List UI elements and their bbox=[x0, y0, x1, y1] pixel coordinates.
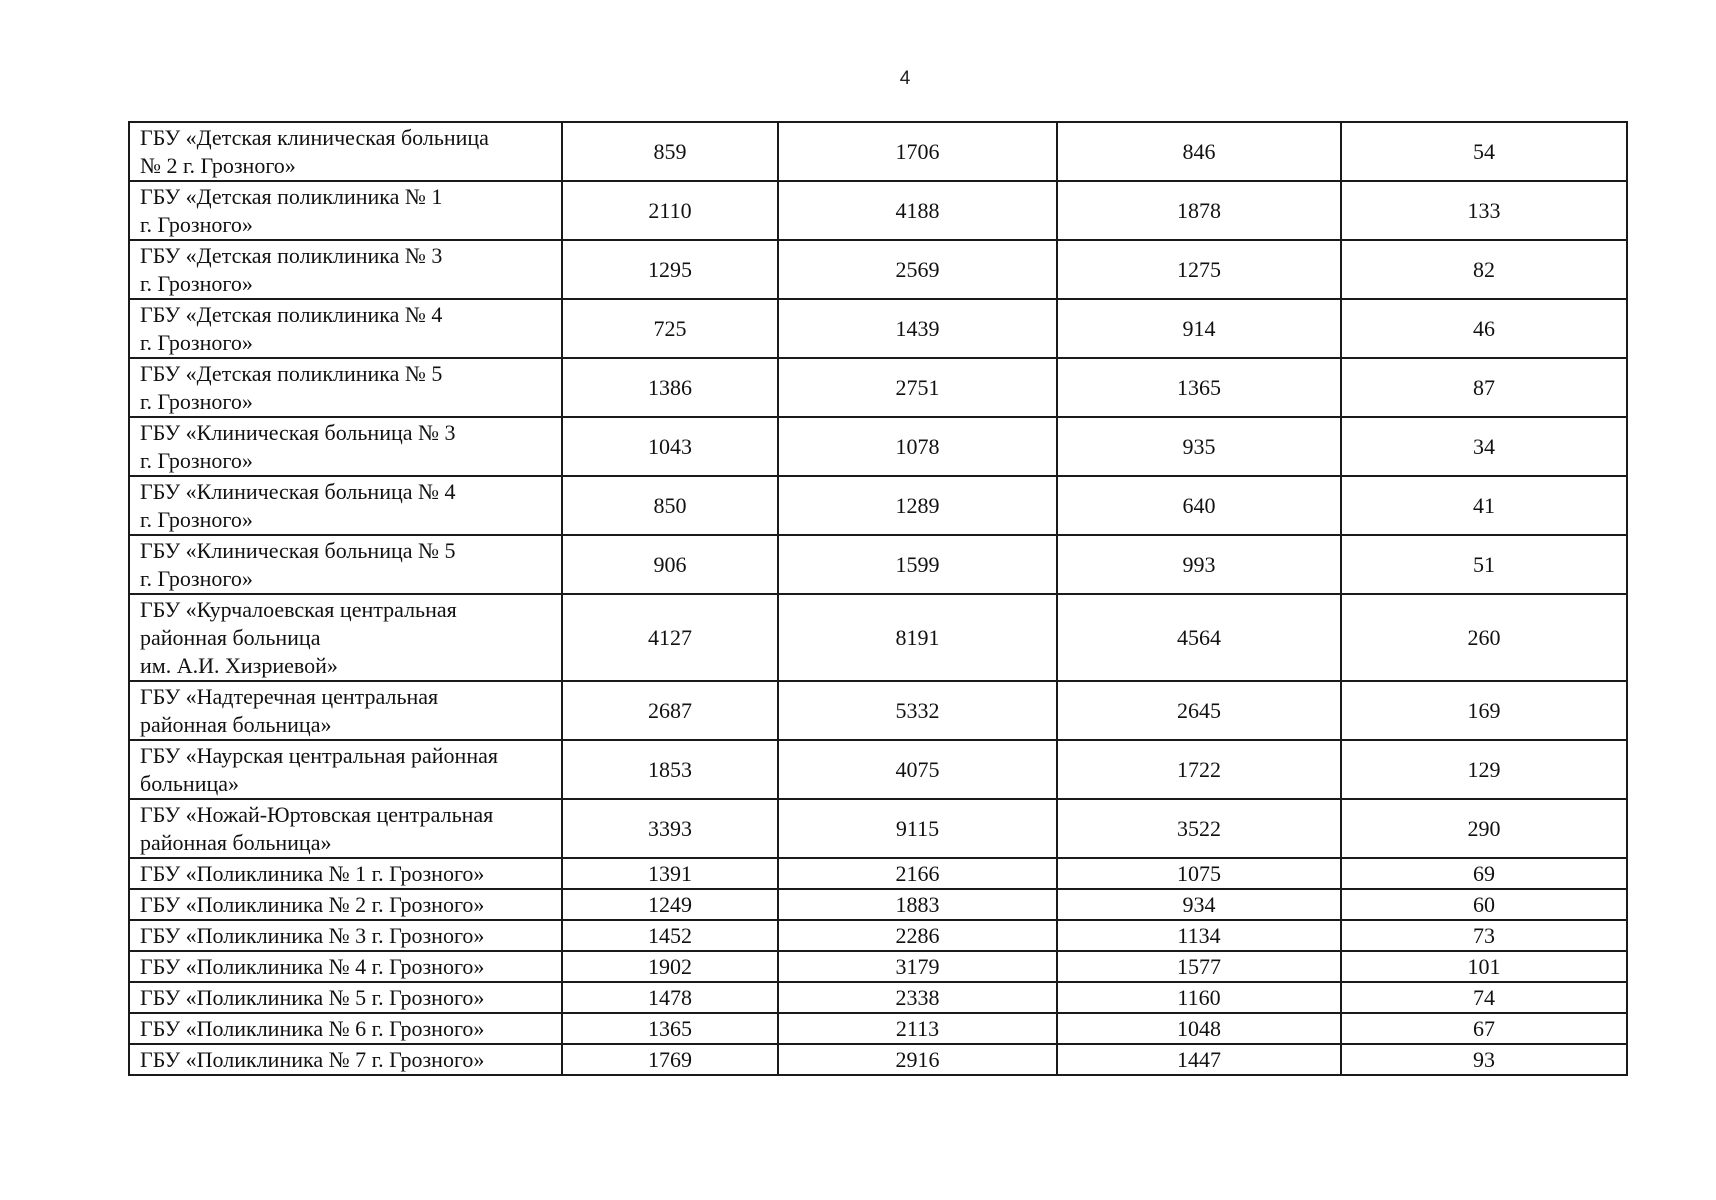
value-cell-col-3: 1048 bbox=[1057, 1013, 1341, 1044]
table-row bbox=[129, 299, 1627, 358]
value-cell-col-2: 1883 bbox=[778, 889, 1057, 920]
table-row bbox=[129, 982, 1627, 1013]
value-cell-col-2: 2166 bbox=[778, 858, 1057, 889]
institution-name-cell: ГБУ «Поликлиника № 7 г. Грозного» bbox=[129, 1044, 562, 1075]
value-cell-col-1: 1365 bbox=[562, 1013, 778, 1044]
value-cell-col-1: 725 bbox=[562, 299, 778, 358]
value-cell-col-4: 290 bbox=[1341, 799, 1627, 858]
value-cell-col-3: 935 bbox=[1057, 417, 1341, 476]
value-cell-col-4: 67 bbox=[1341, 1013, 1627, 1044]
value-cell-col-2: 9115 bbox=[778, 799, 1057, 858]
table-row bbox=[129, 122, 1627, 181]
value-cell-col-4: 69 bbox=[1341, 858, 1627, 889]
value-cell-col-3: 2645 bbox=[1057, 681, 1341, 740]
data-table-container bbox=[128, 121, 1628, 1076]
value-cell-col-3: 1275 bbox=[1057, 240, 1341, 299]
value-cell-col-2: 2569 bbox=[778, 240, 1057, 299]
table-body bbox=[129, 122, 1627, 1075]
value-cell-col-3: 3522 bbox=[1057, 799, 1341, 858]
institution-name-cell: ГБУ «Поликлиника № 4 г. Грозного» bbox=[129, 951, 562, 982]
value-cell-col-1: 1249 bbox=[562, 889, 778, 920]
value-cell-col-2: 4188 bbox=[778, 181, 1057, 240]
value-cell-col-4: 73 bbox=[1341, 920, 1627, 951]
value-cell-col-1: 850 bbox=[562, 476, 778, 535]
table-row bbox=[129, 181, 1627, 240]
value-cell-col-1: 2110 bbox=[562, 181, 778, 240]
value-cell-col-1: 1853 bbox=[562, 740, 778, 799]
institution-name-cell: ГБУ «Поликлиника № 3 г. Грозного» bbox=[129, 920, 562, 951]
value-cell-col-3: 1134 bbox=[1057, 920, 1341, 951]
value-cell-col-2: 3179 bbox=[778, 951, 1057, 982]
value-cell-col-4: 74 bbox=[1341, 982, 1627, 1013]
value-cell-col-1: 1769 bbox=[562, 1044, 778, 1075]
institution-name-cell: ГБУ «Поликлиника № 2 г. Грозного» bbox=[129, 889, 562, 920]
institution-name-cell: ГБУ «Детская поликлиника № 1 г. Грозного» bbox=[129, 181, 562, 240]
value-cell-col-1: 1902 bbox=[562, 951, 778, 982]
table-row bbox=[129, 799, 1627, 858]
value-cell-col-1: 4127 bbox=[562, 594, 778, 681]
value-cell-col-2: 1599 bbox=[778, 535, 1057, 594]
table-row bbox=[129, 740, 1627, 799]
value-cell-col-2: 2751 bbox=[778, 358, 1057, 417]
data-table bbox=[128, 121, 1628, 1076]
value-cell-col-4: 87 bbox=[1341, 358, 1627, 417]
value-cell-col-2: 4075 bbox=[778, 740, 1057, 799]
value-cell-col-4: 260 bbox=[1341, 594, 1627, 681]
value-cell-col-2: 2286 bbox=[778, 920, 1057, 951]
table-row bbox=[129, 858, 1627, 889]
value-cell-col-4: 46 bbox=[1341, 299, 1627, 358]
value-cell-col-1: 1452 bbox=[562, 920, 778, 951]
value-cell-col-3: 1160 bbox=[1057, 982, 1341, 1013]
institution-name-cell: ГБУ «Детская поликлиника № 5 г. Грозного» bbox=[129, 358, 562, 417]
value-cell-col-4: 101 bbox=[1341, 951, 1627, 982]
value-cell-col-3: 846 bbox=[1057, 122, 1341, 181]
table-row bbox=[129, 951, 1627, 982]
value-cell-col-3: 1075 bbox=[1057, 858, 1341, 889]
institution-name-cell: ГБУ «Наурская центральная районная больница» bbox=[129, 740, 562, 799]
table-row bbox=[129, 1044, 1627, 1075]
value-cell-col-1: 906 bbox=[562, 535, 778, 594]
value-cell-col-1: 1478 bbox=[562, 982, 778, 1013]
value-cell-col-3: 993 bbox=[1057, 535, 1341, 594]
value-cell-col-3: 914 bbox=[1057, 299, 1341, 358]
value-cell-col-2: 1078 bbox=[778, 417, 1057, 476]
value-cell-col-2: 8191 bbox=[778, 594, 1057, 681]
table-row bbox=[129, 358, 1627, 417]
value-cell-col-4: 82 bbox=[1341, 240, 1627, 299]
value-cell-col-4: 93 bbox=[1341, 1044, 1627, 1075]
table-row bbox=[129, 889, 1627, 920]
value-cell-col-3: 640 bbox=[1057, 476, 1341, 535]
institution-name-cell: ГБУ «Поликлиника № 1 г. Грозного» bbox=[129, 858, 562, 889]
value-cell-col-1: 859 bbox=[562, 122, 778, 181]
value-cell-col-1: 2687 bbox=[562, 681, 778, 740]
value-cell-col-3: 934 bbox=[1057, 889, 1341, 920]
institution-name-cell: ГБУ «Клиническая больница № 5 г. Грозного» bbox=[129, 535, 562, 594]
table-row bbox=[129, 240, 1627, 299]
table-row bbox=[129, 681, 1627, 740]
value-cell-col-3: 1722 bbox=[1057, 740, 1341, 799]
value-cell-col-4: 54 bbox=[1341, 122, 1627, 181]
value-cell-col-1: 1295 bbox=[562, 240, 778, 299]
institution-name-cell: ГБУ «Клиническая больница № 4 г. Грозного» bbox=[129, 476, 562, 535]
value-cell-col-4: 133 bbox=[1341, 181, 1627, 240]
value-cell-col-2: 1439 bbox=[778, 299, 1057, 358]
value-cell-col-4: 41 bbox=[1341, 476, 1627, 535]
value-cell-col-3: 1447 bbox=[1057, 1044, 1341, 1075]
institution-name-cell: ГБУ «Надтеречная центральная районная больница» bbox=[129, 681, 562, 740]
value-cell-col-1: 1043 bbox=[562, 417, 778, 476]
value-cell-col-3: 1878 bbox=[1057, 181, 1341, 240]
value-cell-col-2: 2916 bbox=[778, 1044, 1057, 1075]
value-cell-col-2: 2113 bbox=[778, 1013, 1057, 1044]
value-cell-col-1: 1386 bbox=[562, 358, 778, 417]
value-cell-col-4: 34 bbox=[1341, 417, 1627, 476]
value-cell-col-3: 1577 bbox=[1057, 951, 1341, 982]
value-cell-col-4: 169 bbox=[1341, 681, 1627, 740]
value-cell-col-4: 129 bbox=[1341, 740, 1627, 799]
institution-name-cell: ГБУ «Клиническая больница № 3 г. Грозного» bbox=[129, 417, 562, 476]
institution-name-cell: ГБУ «Детская клиническая больница № 2 г. Грозного» bbox=[129, 122, 562, 181]
value-cell-col-2: 5332 bbox=[778, 681, 1057, 740]
table-row bbox=[129, 417, 1627, 476]
institution-name-cell: ГБУ «Поликлиника № 5 г. Грозного» bbox=[129, 982, 562, 1013]
value-cell-col-3: 4564 bbox=[1057, 594, 1341, 681]
institution-name-cell: ГБУ «Поликлиника № 6 г. Грозного» bbox=[129, 1013, 562, 1044]
table-row bbox=[129, 594, 1627, 681]
value-cell-col-1: 1391 bbox=[562, 858, 778, 889]
institution-name-cell: ГБУ «Детская поликлиника № 3 г. Грозного» bbox=[129, 240, 562, 299]
value-cell-col-4: 51 bbox=[1341, 535, 1627, 594]
value-cell-col-4: 60 bbox=[1341, 889, 1627, 920]
institution-name-cell: ГБУ «Детская поликлиника № 4 г. Грозного» bbox=[129, 299, 562, 358]
table-row bbox=[129, 476, 1627, 535]
page-number: 4 bbox=[899, 68, 911, 89]
value-cell-col-2: 1706 bbox=[778, 122, 1057, 181]
value-cell-col-3: 1365 bbox=[1057, 358, 1341, 417]
table-row bbox=[129, 920, 1627, 951]
institution-name-cell: ГБУ «Курчалоевская центральная районная больница им. А.И. Хизриевой» bbox=[129, 594, 562, 681]
value-cell-col-2: 2338 bbox=[778, 982, 1057, 1013]
value-cell-col-2: 1289 bbox=[778, 476, 1057, 535]
table-row bbox=[129, 1013, 1627, 1044]
value-cell-col-1: 3393 bbox=[562, 799, 778, 858]
table-row bbox=[129, 535, 1627, 594]
institution-name-cell: ГБУ «Ножай-Юртовская центральная районная больница» bbox=[129, 799, 562, 858]
